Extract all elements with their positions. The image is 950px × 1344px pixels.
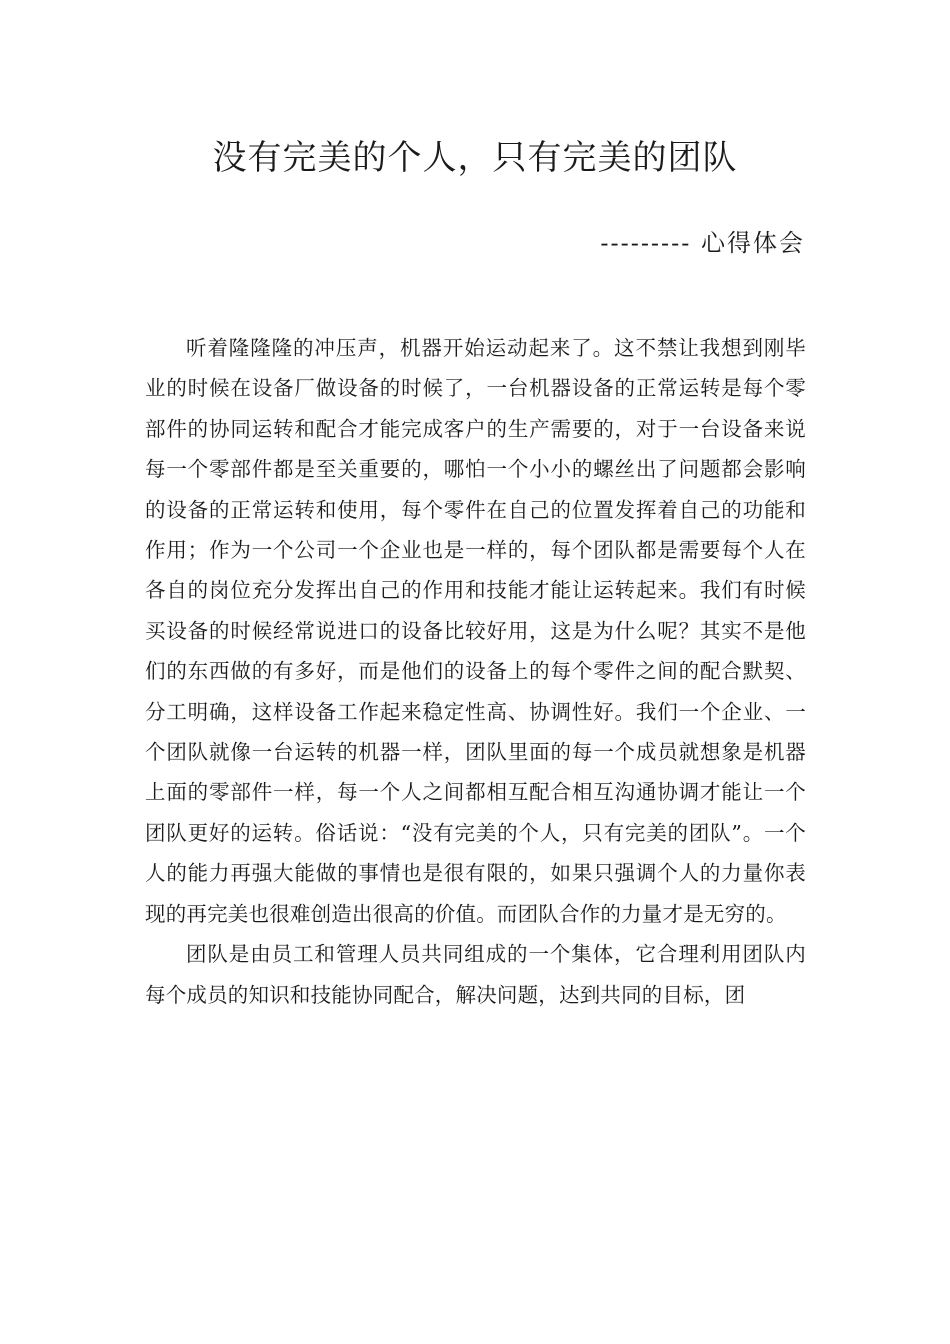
document-body [145,328,806,1015]
body-paragraph-1: 听着隆隆隆的冲压声，机器开始运动起来了。这不禁让我想到刚毕业的时候在设备厂做设备的时候了，一台机器设备的正常运转是每个零部件的协同运转和配合才能完成客户的生产需要的，对于一台设备来说每一个零部件都是至关重要的，哪怕一个小小的螺丝出了问题都会影响的设备的正常运转和使用，每个零件在自己的位置发挥着自己的功能和作用；作为一个公司一个企业也是一样的，每个团队都是需要每个人在各自的岗位充分发挥出自己的作用和技能才能让运转起来。我们有时候买设备的时候经常说进口的设备比较好用，这是为什么呢？其实不是他们的东西做的有多好，而是他们的设备上的每个零件之间的配合默契、分工明确，这样设备工作起来稳定性高、协调性好。我们一个企业、一个团队就像一台运转的机器一样，团队里面的每一个成员就想象是机器上面的零部件一样，每一个人之间都相互配合相互沟通协调才能让一个团队更好的运转。俗话说：“没有完美的个人，只有完美的团队”。一个人的能力再强大能做的事情也是很有限的，如果只强调个人的力量你表现的再完美也很难创造出很高的价值。而团队合作的力量才是无穷的。 [145,336,806,926]
body-paragraph-2: 团队是由员工和管理人员共同组成的一个集体，它合理利用团队内每个成员的知识和技能协同配合，解决问题，达到共同的目标，团 [145,942,806,1007]
document-title: 没有完美的个人，只有完美的团队 [212,138,738,178]
document-subtitle: --------- 心得体会 [600,229,805,257]
